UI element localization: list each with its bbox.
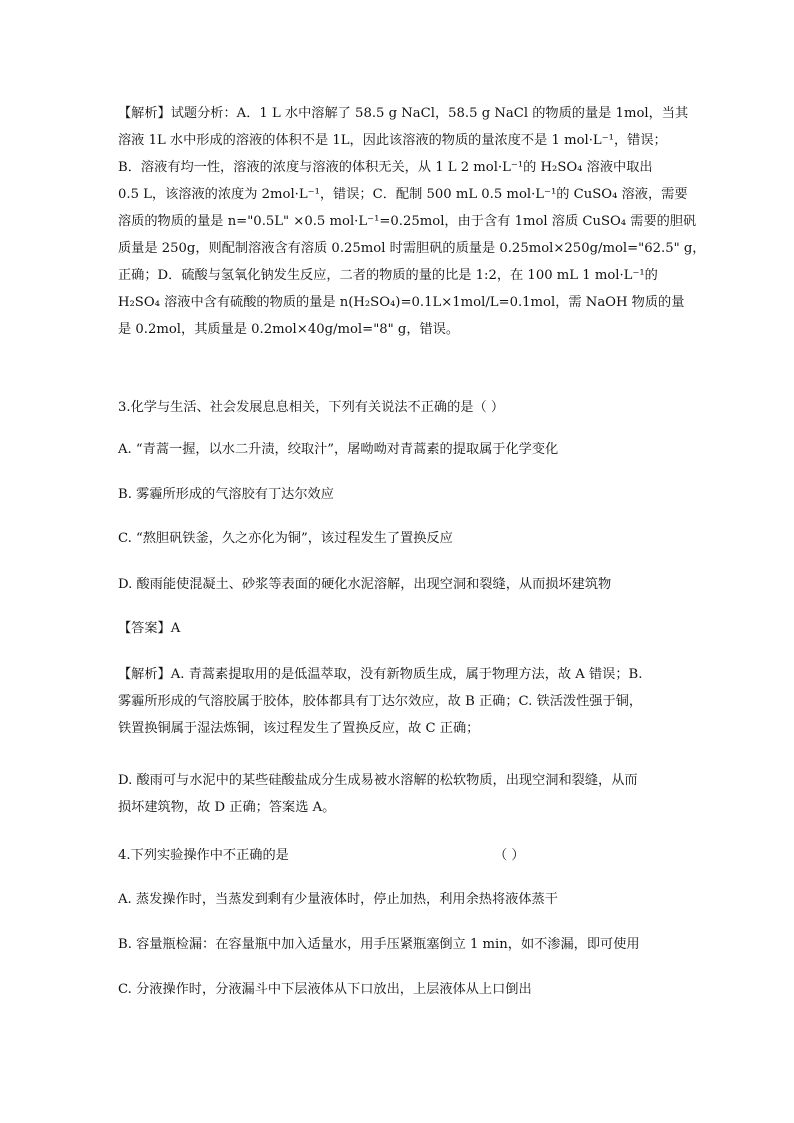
q3-analysis-d: [118, 767, 678, 821]
q4-stem: 4.下列实验操作中不正确的是: [118, 848, 289, 863]
q2-analysis-line-6: 质量是 250g，则配制溶液含有溶质 0.25mol 时需胆矾的质量是 0.25mol×250g/mol="62.5" g，: [118, 241, 706, 256]
q2-analysis-line-2: 溶液 1L 水中形成的溶液的体积不是 1L，因此该溶液的物质的量浓度不是 1 mol·L⁻¹，错误；: [118, 133, 667, 148]
q3-analysis-d-line-1: D. 酸雨可与水泥中的某些硅酸盐成分生成易被水溶解的松软物质，出现空洞和裂缝，从而: [118, 773, 638, 788]
q3-answer: 【答案】A: [118, 621, 181, 636]
q3-stem: 3.化学与生活、社会发展息息相关，下列有关说法不正确的是（ ）: [118, 400, 505, 415]
q4-option-c: C. 分液操作时，分液漏斗中下层液体从下口放出，上层液体从上口倒出: [118, 982, 532, 997]
q2-analysis-line-7: 正确；D．硫酸与氢氧化钠发生反应，二者的物质的量的比是 1:2，在 100 mL 1 mol·L⁻¹的: [118, 268, 658, 283]
q3-analysis-line-1: 【解析】A. 青蒿素提取用的是低温萃取，没有新物质生成，属于物理方法，故 A 错误；B.: [118, 667, 643, 682]
q2-analysis-line-9: 是 0.2mol，其质量是 0.2mol×40g/mol="8" g，错误。: [118, 322, 460, 337]
q3-analysis-d-line-2: 损坏建筑物，故 D 正确；答案选 A。: [118, 800, 336, 815]
q2-analysis-line-8: H₂SO₄ 溶液中含有硫酸的物质的量是 n(H₂SO₄)=0.1L×1mol/L=0.1mol，需 NaOH 物质的量: [118, 295, 685, 310]
q3-option-b: B. 雾霾所形成的气溶胶有丁达尔效应: [118, 487, 334, 502]
q4-option-a: A. 蒸发操作时，当蒸发到剩有少量液体时，停止加热，利用余热将液体蒸干: [118, 892, 558, 907]
q2-analysis-line-5: 溶质的物质的量是 n="0.5L" ×0.5 mol·L⁻¹=0.25mol，由于含有 1mol 溶质 CuSO₄ 需要的胆矾: [118, 214, 697, 229]
q2-analysis: [118, 100, 706, 343]
q4-option-b: B. 容量瓶检漏：在容量瓶中加入适量水，用手压紧瓶塞倒立 1 min，如不渗漏，即可使用: [118, 937, 640, 952]
q3-analysis-line-2: 雾霾所形成的气溶胶属于胶体，胶体都具有丁达尔效应，故 B 正确；C. 铁活泼性强于铜，: [118, 694, 643, 709]
q2-analysis-line-3: B．溶液有均一性，溶液的浓度与溶液的体积无关，从 1 L 2 mol·L⁻¹的 H₂SO₄ 溶液中取出: [118, 160, 653, 175]
q3-option-d: D. 酸雨能使混凝土、砂浆等表面的硬化水泥溶解，出现空洞和裂缝，从而损坏建筑物: [118, 577, 612, 592]
q3-analysis: [118, 661, 678, 742]
q2-analysis-line-4: 0.5 L，该溶液的浓度为 2mol·L⁻¹，错误；C．配制 500 mL 0.5 mol·L⁻¹的 CuSO₄ 溶液，需要: [118, 187, 688, 202]
q3-analysis-line-3: 铁置换铜属于湿法炼铜，该过程发生了置换反应，故 C 正确；: [118, 721, 480, 736]
q4-answer-blank: （ ）: [494, 848, 525, 863]
q2-analysis-line-1: 【解析】试题分析：A．1 L 水中溶解了 58.5 g NaCl，58.5 g NaCl 的物质的量是 1mol，当其: [118, 106, 689, 121]
q3-option-c: C. “熬胆矾铁釜，久之亦化为铜”，该过程发生了置换反应: [118, 531, 453, 546]
q3-option-a: A. “青蒿一握，以水二升渍，绞取汁”，屠呦呦对青蒿素的提取属于化学变化: [118, 442, 559, 457]
